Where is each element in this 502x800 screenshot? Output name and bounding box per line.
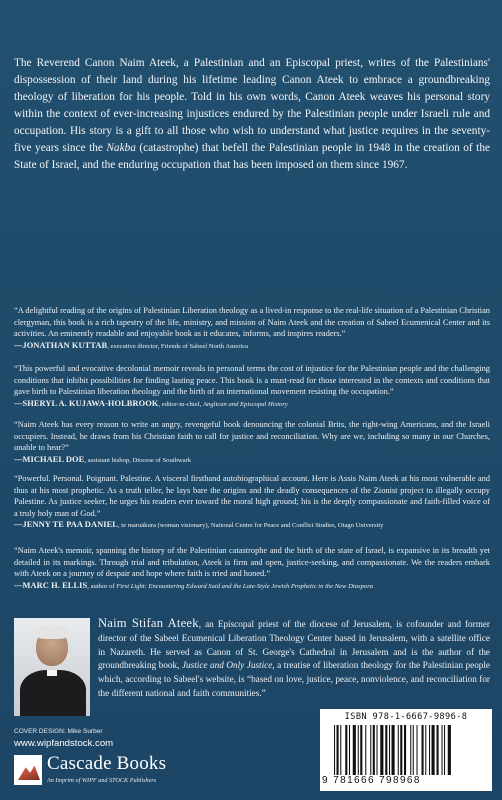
- author-bio-text-1: , an Episcopal priest of the diocese of Jerusalem, is cofounder and former director of the Sabeel Ecumenical Liberation Theology Center based in Jerusalem, with a satellite office in Nazareth. He served as Canon of St. George's Cathedral in Jerusalem and is the author of the groundbreaking book,: [98, 619, 490, 671]
- barcode-bar: [360, 725, 362, 775]
- review-quote: “A delightful reading of the origins of Palestinian Liberation theology as a lived-in response to the real-life situation of a Palestinian Christian clergyman, this book is a rich tapestry of the life, ministry, and mission of Naim Ateek and the creation of Sabeel Ecumenical Center and its activities. An eminently readable and enjoyable book as it educates, informs, and inspires readers.”: [14, 306, 490, 339]
- book-description: [14, 55, 490, 174]
- barcode-bar: [404, 725, 406, 775]
- publisher-name: Cascade Books: [47, 753, 167, 774]
- review-te-paa-daniel: [14, 473, 490, 532]
- barcode-bar: [448, 725, 451, 775]
- description-text-1: The Reverend Canon Naim Ateek, a Palestinian and an Episcopal priest, writes of the Palestinians' dispossession of their land during his lifetime leading Canon Ateek to embrace a groundbreaking theology of liberation for his people. Told in his own words, Canon Ateek weaves his personal story within the context of ever-increasing injustices endured by the Palestinian people under Israeli rule and occupation. His story is a gift to all those who wish to understand what justice requires in the seventy-five years since the: [14, 57, 490, 154]
- barcode-bar: [370, 725, 371, 775]
- review-quote: “Naim Ateek has every reason to write an angry, revengeful book denouncing the colonial Brits, the right-wing Americans, and the Israeli occupiers. Instead, he draws from his Christian faith to call for justice and reconciliation. Why are we, including so many in our Churches, unable to hear?”: [14, 420, 490, 453]
- barcode-bar: [353, 725, 356, 775]
- review-attribution: [14, 454, 490, 467]
- author-bio-text-2: , a treatise of liberation theology for the Palestinian people which, according to Sabeel's website, is “based on love, justice, peace, nonviolence, and reconciliation for the different national and faith communities.”: [98, 660, 491, 698]
- barcode-bar: [429, 725, 430, 775]
- barcode-bar: [345, 725, 347, 775]
- barcode-bar: [340, 725, 341, 775]
- review-kuttab: [14, 305, 490, 352]
- review-attribution: [14, 340, 490, 353]
- review-attribution: [14, 580, 490, 593]
- reviewer-role-text: , author of: [87, 582, 117, 590]
- barcode-bar: [425, 725, 426, 775]
- reviewer-role: , assistant bishop, Diocese of Southwark: [84, 456, 192, 464]
- review-doe: [14, 419, 490, 466]
- cover-design-credit: COVER DESIGN: Mike Surber: [14, 728, 103, 735]
- isbn-barcode: [320, 709, 492, 791]
- barcode-bar: [400, 725, 402, 775]
- reviewer-name: —SHERYL A. KUJAWA-HOLBROOK: [14, 398, 159, 408]
- author-photo: [14, 618, 90, 716]
- publisher-logo: [14, 753, 204, 793]
- barcode-bar: [358, 725, 359, 775]
- barcode-bar: [398, 725, 399, 775]
- barcode-bar: [442, 725, 443, 775]
- barcode-bar: [444, 725, 445, 775]
- review-quote: “Naim Ateek's memoir, spanning the history of the Palestinian catastrophe and the birth of the state of Israel, is expansive in its breadth yet detailed in its markings. Through trial and tribulation, Ateek is firm and open, justice-seeking, and compassionate. We the readers embark with Ateek on a journey of despair and hope where faith is tried and honed.”: [14, 546, 490, 579]
- barcode-bar: [373, 725, 375, 775]
- barcode-bar: [437, 725, 439, 775]
- author-bio: [98, 617, 490, 701]
- barcode-bar: [432, 725, 435, 775]
- author-name: Naim Stifan Ateek: [98, 616, 199, 630]
- author-photo-hair: [35, 625, 69, 639]
- reviewer-publication: Anglican and Episcopal History: [203, 400, 288, 408]
- barcode-bar: [413, 725, 414, 775]
- review-attribution: [14, 519, 490, 532]
- reviewer-role: , executive director, Friends of Sabeel North America: [107, 342, 249, 350]
- author-photo-collar: [47, 670, 57, 676]
- description-nakba: Nakba: [106, 142, 136, 154]
- barcode-digits: 9 781666 798968: [322, 775, 421, 786]
- reviewer-role: [87, 583, 373, 590]
- barcode-bar: [410, 725, 411, 775]
- barcode-bar: [349, 725, 350, 775]
- reviewer-role-text: , editor-in-chief,: [158, 400, 204, 408]
- review-attribution: [14, 398, 490, 411]
- author-photo-body: [20, 670, 86, 716]
- reviewer-role: , te maruākura (woman visionary), National Centre for Peace and Conflict Studies, Otago University: [118, 522, 384, 530]
- barcode-bar: [389, 725, 390, 775]
- barcode-bar: [417, 725, 418, 775]
- barcode-bar: [337, 725, 339, 775]
- review-quote: “This powerful and evocative decolonial memoir reveals in personal terms the cost of injustice for the Palestinian people and the challenging conditions that inhibit possibilities for finding lasting peace. This book is a must-read for those interested in the contexts and conditions that gave birth to Palestinian liberation theology and the birth of an international movement resisting the occupation.”: [14, 364, 490, 397]
- reviewer-name: —JENNY TE PAA DANIEL: [14, 520, 118, 530]
- review-kujawa-holbrook: [14, 363, 490, 410]
- reviewer-name: —MARC H. ELLIS: [14, 580, 88, 590]
- barcode-bar: [334, 725, 335, 775]
- barcode-bar: [377, 725, 378, 775]
- isbn-text: ISBN 978-1-6667-9896-8: [344, 712, 468, 722]
- reviewer-role: [158, 401, 287, 408]
- barcode-bars: [334, 725, 484, 775]
- description-text-2: (catastrophe) that befell the Palestinian people in 1948 in the creation of the State of Israel, and the enduring occupation that has been imposed on them since 1967.: [14, 142, 490, 171]
- barcode-bar: [392, 725, 395, 775]
- reviewer-book-title: First Light: Encountering Edward Said and the Late-Style Jewish Prophetic in the New Diaspora: [116, 582, 374, 590]
- review-quote: “Powerful. Personal. Poignant. Palestine. A visceral firsthand autobiographical account. Here is Assis Naim Ateek at his most vulnerable and thus at his most prophetic. As a truth teller, he lays bare the origins and the deadly consequences of the Zionist project to illegally occupy Palestine. As justice seeker, he urges his readers ever toward the moral high ground; his is the deeply compassionate and faith-filled voice of a truly holy man of God.”: [14, 474, 490, 518]
- barcode-bar: [385, 725, 387, 775]
- publisher-url[interactable]: www.wipfandstock.com: [14, 738, 114, 749]
- barcode-bar: [422, 725, 424, 775]
- author-book-title: Justice and Only Justice: [181, 660, 273, 671]
- reviewer-name: —JONATHAN KUTTAB: [14, 340, 108, 350]
- barcode-bar: [380, 725, 383, 775]
- review-ellis: [14, 545, 490, 592]
- barcode-bar: [365, 725, 366, 775]
- reviewer-name: —MICHAEL DOE: [14, 454, 85, 464]
- publisher-mountain-icon: [14, 755, 42, 785]
- publisher-imprint: An Imprint of WIPF and STOCK Publishers: [47, 777, 157, 784]
